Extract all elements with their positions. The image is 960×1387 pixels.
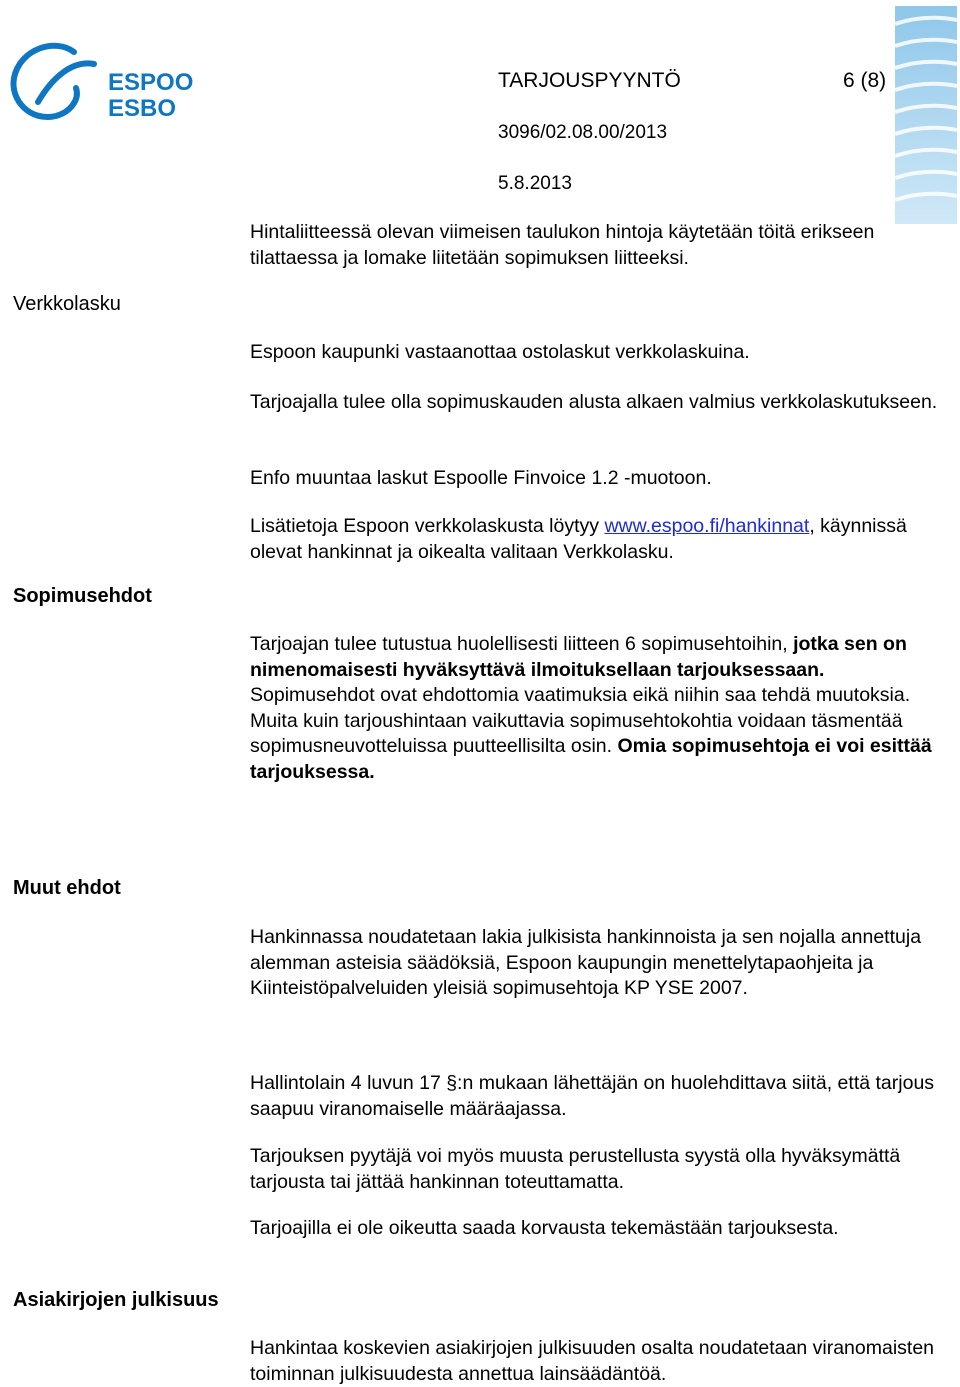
asiakirjojen-julkisuus-paragraph: Hankintaa koskevien asiakirjojen julkisuuden osalta noudatetaan viranomaisten toiminnan julkisuudesta annettua lainsäädäntöä. [250,1337,935,1385]
logo-line2: ESBO [108,95,177,122]
muut-ehdot-paragraph-4: Tarjoajilla ei ole oikeutta saada korvausta tekemästään tarjouksesta. [250,1217,839,1239]
muut-ehdot-paragraph-2: Hallintolain 4 luvun 17 §:n mukaan lähettäjän on huolehdittava siitä, että tarjous saapuu viranomaiselle määräajassa. [250,1072,935,1120]
espoo-logo [8,38,193,128]
sopimusehdot-paragraph [250,632,950,785]
sopimusehdot-bold-1: jotka sen on nimenomaisesti hyväksyttävä ilmoituksellaan tarjouksessaan. [250,633,907,681]
muut-ehdot-paragraph-1: Hankinnassa noudatetaan lakia julkisista hankinnoista ja sen nojalla annettuja alemman asteisia säädöksiä, Espoon kaupungin menettelytapaohjeita ja Kiinteistöpalveluiden yleisiä sopimusehtoja KP YSE 2007. [250,926,922,999]
muut-ehdot-paragraph-3: Tarjouksen pyytäjä voi myös muusta perustellusta syystä olla hyväksymättä tarjousta tai jättää hankinnan toteuttamatta. [250,1145,901,1193]
sopimusehdot-bold-2: Omia sopimusehtoja ei voi esittää tarjouksessa. [250,735,932,783]
document-title: TARJOUSPYYNTÖ [498,69,681,92]
hankinnat-link[interactable]: www.espoo.fi/hankinnat [604,515,810,537]
reference-number: 3096/02.08.00/2013 [498,122,668,143]
section-label-muut-ehdot: Muut ehdot [13,877,121,899]
sopimusehdot-text-1: Tarjoajan tulee tutustua huolellisesti liitteen 6 sopimusehtoihin, [250,633,794,655]
document-date: 5.8.2013 [498,173,572,194]
section-label-asiakirjojen-julkisuus: Asiakirjojen julkisuus [13,1289,219,1311]
verkkolasku-paragraph-4 [250,514,950,565]
verkkolasku-paragraph-1: Espoon kaupunki vastaanottaa ostolaskut verkkolaskuina. [250,341,750,363]
section-label-verkkolasku: Verkkolasku [13,293,121,315]
section-label-sopimusehdot: Sopimusehdot [13,585,152,607]
verkkolasku-info-text-end: , käynnissä olevat hankinnat ja oikealta valitaan Verkkolasku. [250,515,907,563]
verkkolasku-paragraph-2: Tarjoajalla tulee olla sopimuskauden alusta alkaen valmius verkkolaskutukseen. [250,391,938,413]
verkkolasku-paragraph-3: Enfo muuntaa laskut Espoolle Finvoice 1.2 -muotoon. [250,467,712,489]
corner-wave-graphic [895,6,957,224]
verkkolasku-info-text: Lisätietoja Espoon verkkolaskusta löytyy [250,515,605,537]
page-number: 6 (8) [843,69,887,92]
sopimusehdot-text-2: Sopimusehdot ovat ehdottomia vaatimuksia eikä niihin saa tehdä muutoksia. Muita kuin tarjoushintaan vaikuttavia sopimusehtokohtia voidaan täsmentää sopimusneuvotteluissa puutteellisilta osin. [250,684,911,757]
intro-paragraph: Hintaliitteessä olevan viimeisen taulukon hintoja käytetään töitä erikseen tilattaessa ja lomake liitetään sopimuksen liitteeksi. [250,221,875,269]
logo-line1: ESPOO [108,69,193,96]
